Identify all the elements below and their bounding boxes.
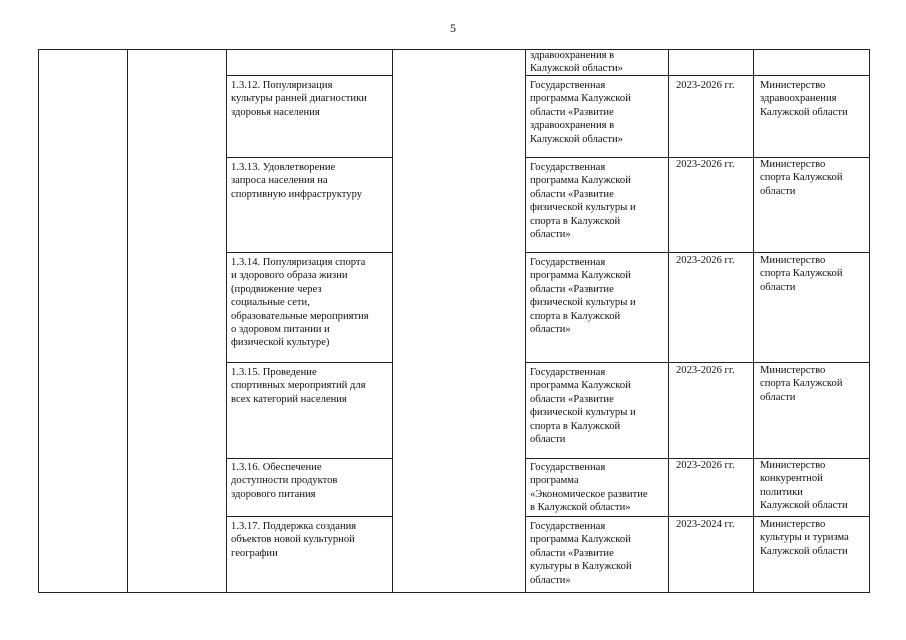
row-divider — [226, 362, 393, 363]
row-divider — [226, 516, 393, 517]
measure-1-3-13: 1.3.13. Удовлетворение запроса населения на спортивную инфраструктуру — [231, 162, 363, 200]
row-divider — [525, 252, 870, 253]
table-border-right — [869, 49, 870, 593]
column-divider — [127, 49, 128, 593]
row-divider — [525, 516, 870, 517]
executor-1-3-12: Министерство здравоохранения Калужской области — [760, 80, 848, 118]
period-1-3-17: 2023-2024 гг. — [676, 519, 735, 530]
period-1-3-13: 2023-2026 гг. — [676, 159, 735, 170]
measure-1-3-12: 1.3.12. Популяризация культуры ранней диагностики здоровья населения — [231, 80, 367, 118]
measure-1-3-16: 1.3.16. Обеспечение доступности продуктов здорового питания — [231, 462, 338, 500]
row-divider — [525, 362, 870, 363]
table-border-left — [38, 49, 39, 593]
executor-1-3-17: Министерство культуры и туризма Калужской области — [760, 519, 849, 557]
row-divider — [226, 75, 393, 76]
row-divider — [226, 157, 393, 158]
period-1-3-12: 2023-2026 гг. — [676, 80, 735, 91]
executor-1-3-16: Министерство конкурентной политики Калужской области — [760, 460, 848, 512]
column-divider — [525, 49, 526, 593]
program-1-3-13: Государственная программа Калужской области «Развитие физической культуры и спорта в Калужской области» — [530, 162, 636, 241]
row-divider — [226, 252, 393, 253]
period-1-3-14: 2023-2026 гг. — [676, 255, 735, 266]
measure-1-3-17: 1.3.17. Поддержка создания объектов новой культурной географии — [231, 521, 357, 559]
program-1-3-12: Государственная программа Калужской области «Развитие здравоохранения в Калужской области» — [530, 80, 631, 145]
period-1-3-16: 2023-2026 гг. — [676, 460, 735, 471]
page-number: 5 — [450, 21, 456, 35]
row-divider — [226, 458, 393, 459]
table-border-top — [38, 49, 870, 50]
column-divider — [392, 49, 393, 593]
measure-1-3-15: 1.3.15. Проведение спортивных мероприятий для всех категорий населения — [231, 367, 366, 405]
period-1-3-15: 2023-2026 гг. — [676, 365, 735, 376]
column-divider — [753, 49, 754, 593]
program-1-3-17: Государственная программа Калужской области «Развитие культуры в Калужской области» — [530, 521, 632, 586]
table-border-bottom — [38, 592, 870, 593]
executor-1-3-15: Министерство спорта Калужской области — [760, 365, 843, 403]
continued-program-text: здравоохранения в Калужской области» — [530, 50, 623, 75]
executor-1-3-14: Министерство спорта Калужской области — [760, 255, 843, 293]
program-1-3-15: Государственная программа Калужской области «Развитие физической культуры и спорта в Калужской области — [530, 367, 636, 446]
program-1-3-14: Государственная программа Калужской области «Развитие физической культуры и спорта в Калужской области» — [530, 257, 636, 336]
measure-1-3-14: 1.3.14. Популяризация спорта и здорового образа жизни (продвижение через социальные сети, образовательные мероприятия о здоровом питании и физической культуре) — [231, 257, 369, 349]
column-divider — [226, 49, 227, 593]
column-divider — [668, 49, 669, 593]
executor-1-3-13: Министерство спорта Калужской области — [760, 159, 843, 197]
program-1-3-16: Государственная программа «Экономическое развитие в Калужской области» — [530, 462, 648, 514]
